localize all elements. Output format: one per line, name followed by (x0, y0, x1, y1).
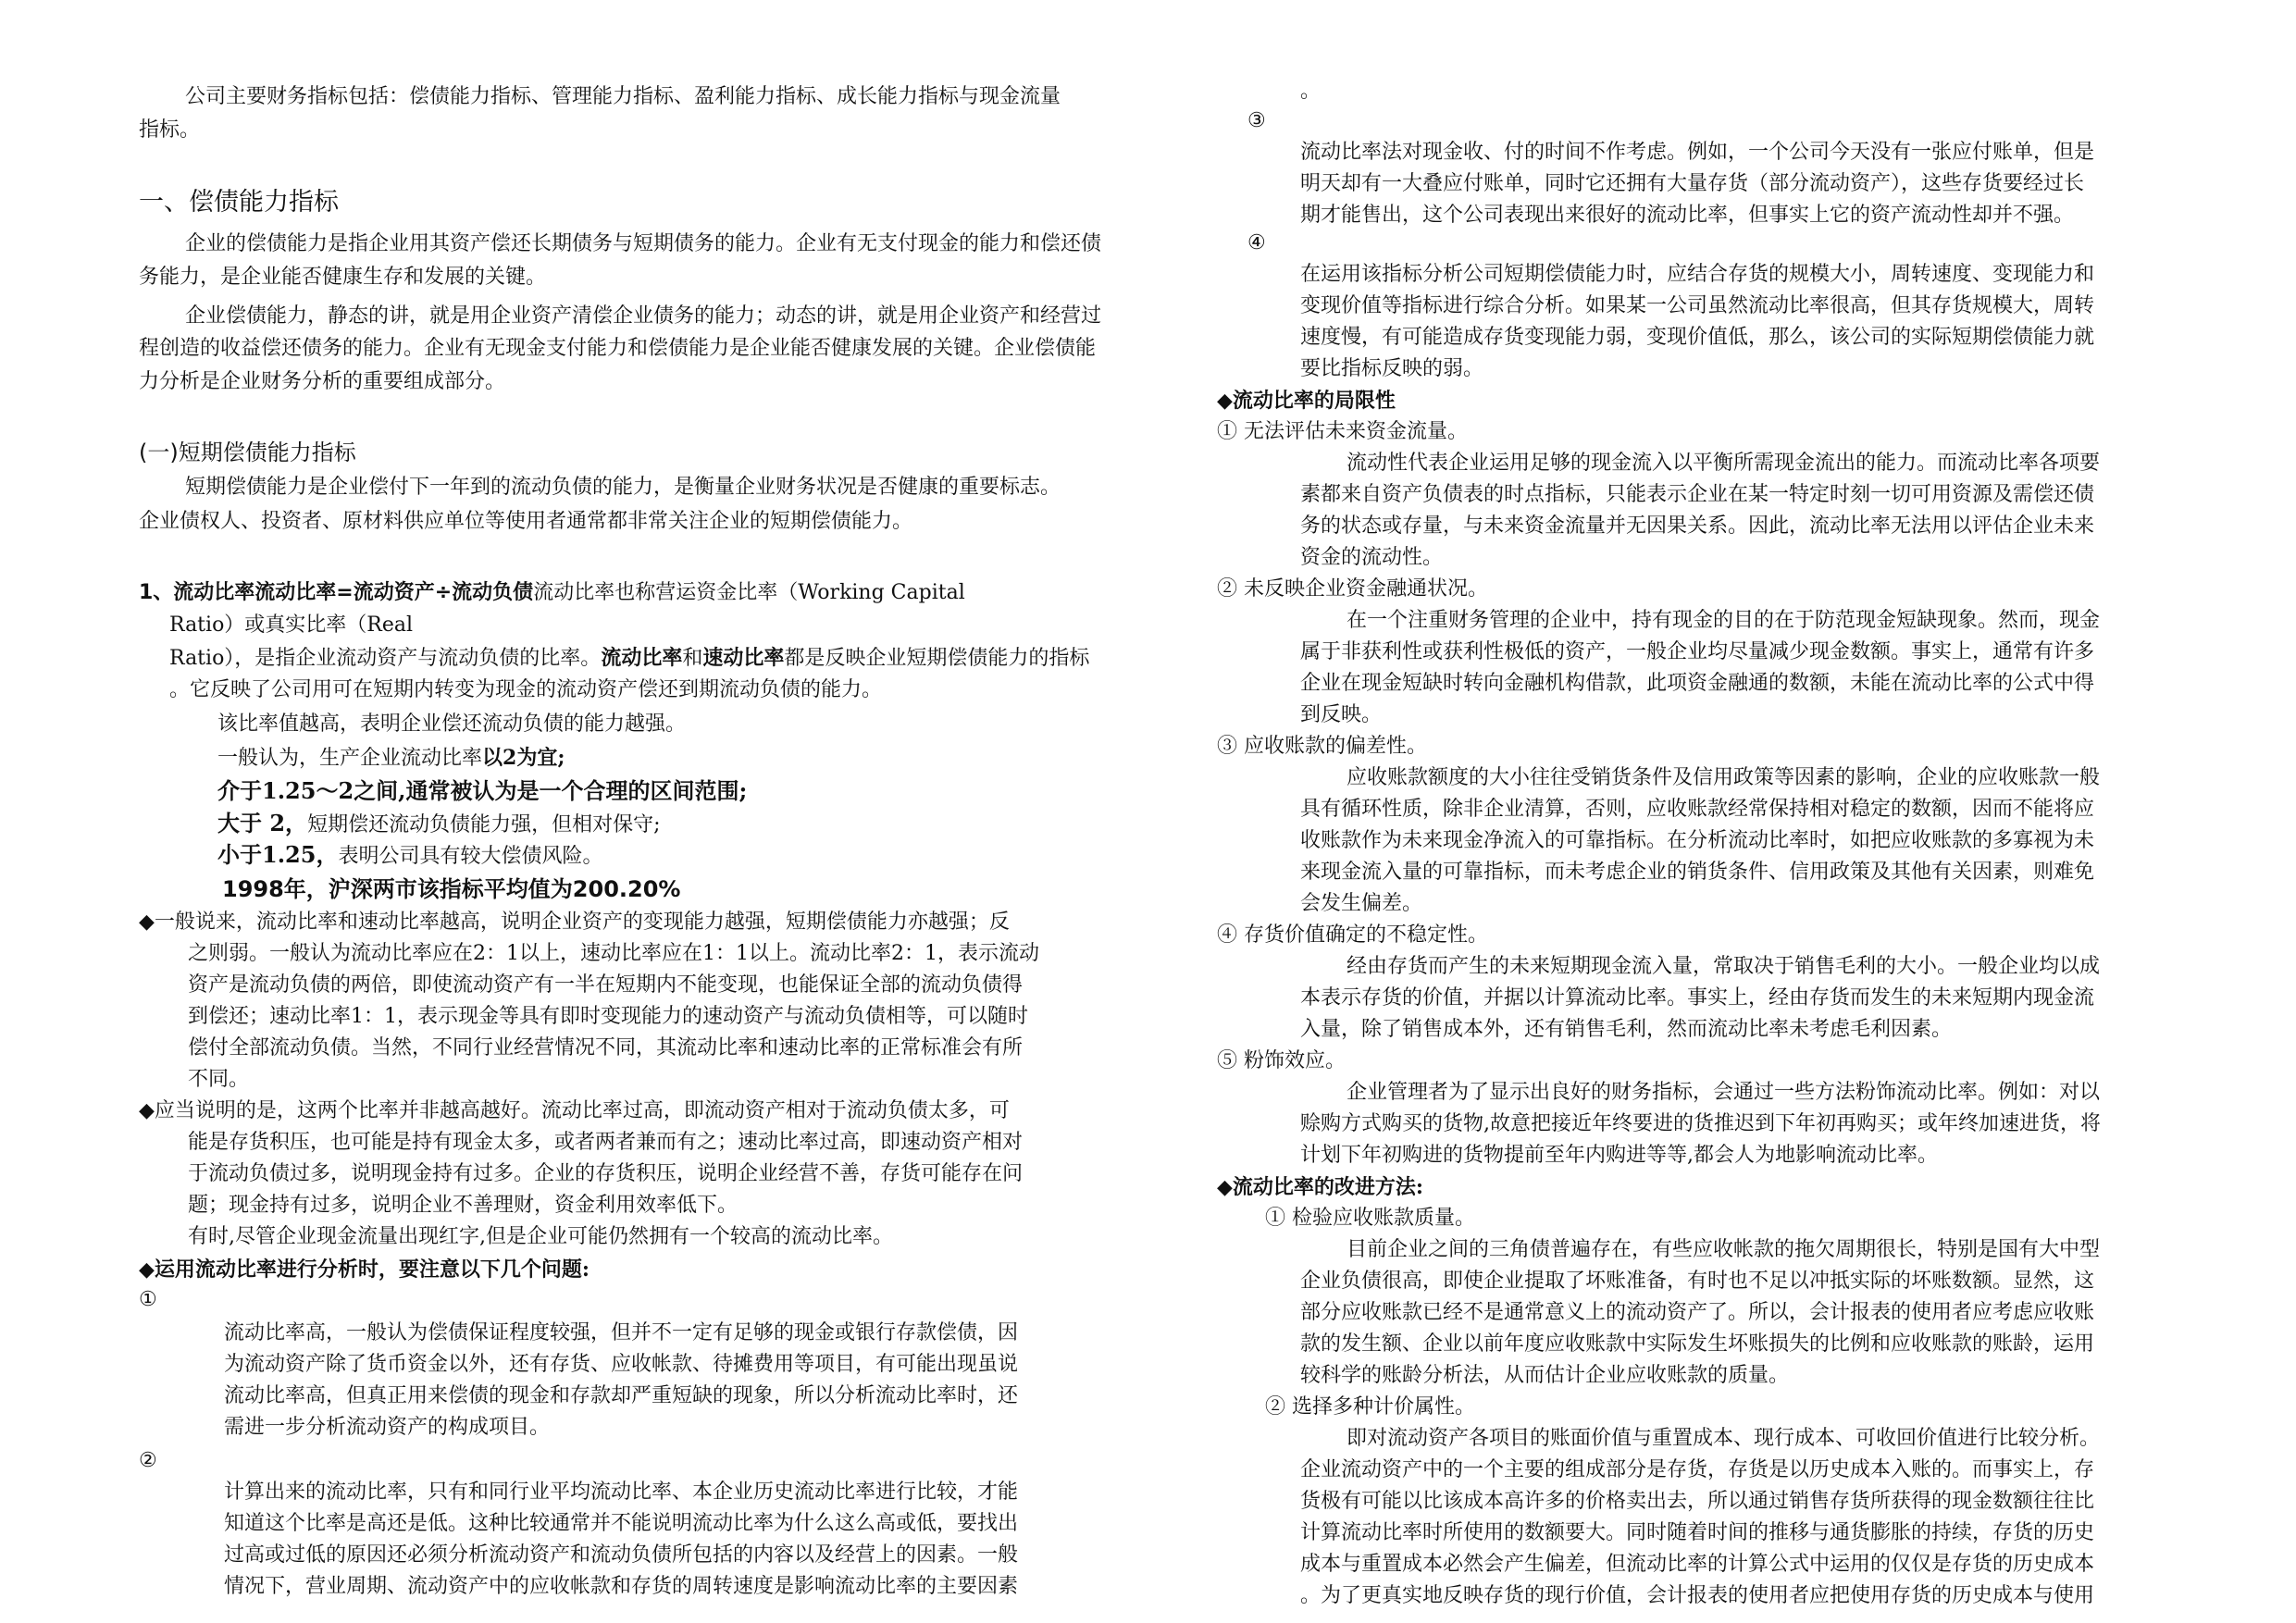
bullet-2-line-4: 题；现金持有过多，说明企业不善理财，资金利用效率低下。 (188, 1194, 738, 1217)
paragraph-3-line-1: 短期偿债能力是企业偿付下一年到的流动负债的能力，是衡量企业财务状况是否健康的重要标志。 (185, 476, 1061, 499)
issue-2-line-1: 计算出来的流动比率，只有和同行业平均流动比率、本企业历史流动比率进行比较，才能 (224, 1481, 1019, 1504)
current-ratio-line-2: Ratio）或真实比率（Real (169, 613, 414, 637)
issue-number-4: ④ (1247, 231, 1266, 254)
bullet-1-line-2: 之则弱。一般认为流动比率应在2：1以上，速动比率应在1：1以上。流动比率2：1，表示流动 (188, 942, 1039, 965)
paragraph-2-line-2: 程创造的收益偿还债务的能力。企业有无现金支付能力和偿债能力是企业能否健康发展的关键。企业偿债能 (139, 337, 1097, 360)
bullet-2-line-2: 能是存货积压，也可能是持有现金太多，或者两者兼而有之；速动比率过高，即速动资产相对 (188, 1131, 1024, 1154)
bullet-1-line-6: 不同。 (188, 1068, 250, 1091)
issue-1-line-1: 流动比率高，一般认为偿债保证程度较强，但并不一定有足够的现金或银行存款偿债，因 (224, 1321, 1019, 1344)
improvement-1-line-2: 企业负债很高，即使企业提取了坏账准备，有时也不足以冲抵实际的坏账数额。显然，这 (1300, 1270, 2095, 1293)
issue-number-3: ③ (1247, 109, 1266, 132)
limitation-2-line-2: 属于非获利性或获利性极低的资产，一般企业均尽量减少现金数额。事实上，通常有许多 (1300, 640, 2095, 663)
limitation-4-line-3: 入量，除了销售成本外，还有销售毛利，然而流动比率未考虑毛利因素。 (1300, 1018, 1953, 1041)
issue-1-line-3: 流动比率高，但真正用来偿债的现金和存款却严重短缺的现象，所以分析流动比率时，还 (224, 1384, 1019, 1407)
intro-line-2: 指标。 (139, 118, 201, 142)
ratio-note-2: 一般认为，生产企业流动比率以2为宜; (217, 746, 565, 770)
improvement-2-line-6: 。为了更真实地反映存货的现行价值，会计报表的使用者应把使用存货的历史成本与使用 (1300, 1584, 2095, 1607)
limitation-1-line-4: 资金的流动性。 (1300, 546, 1444, 569)
limitation-4-line-1: 经由存货而产生的未来短期现金流入量，常取决于销售毛利的大小。一般企业均以成 (1347, 955, 2101, 978)
issue-4-line-4: 要比指标反映的弱。 (1300, 357, 1484, 380)
limitation-2-line-1: 在一个注重财务管理的企业中，持有现金的目的在于防范现金短缺现象。然而，现金 (1347, 609, 2101, 632)
bullet-2-line-1: ◆应当说明的是，这两个比率并非越高越好。流动比率过高，即流动资产相对于流动负债太多，可 (139, 1099, 1010, 1122)
current-ratio-formula: 1、流动比率流动比率=流动资产÷流动负债 (139, 581, 534, 604)
limitation-3-line-1: 应收账款额度的大小往往受销货条件及信用政策等因素的影响，企业的应收账款一般 (1347, 766, 2101, 789)
bullet-2-line-3: 于流动负债过多，说明现金持有过多。企业的存货积压，说明企业经营不善，存货可能存在问 (188, 1162, 1024, 1185)
issue-2-line-2: 知道这个比率是高还是低。这种比较通常并不能说明流动比率为什么这么高或低，要找出 (224, 1512, 1019, 1535)
current-ratio-heading (139, 577, 965, 609)
ratio-note-1: 该比率值越高，表明企业偿还流动负债的能力越强。 (217, 712, 687, 736)
limitation-3-line-4: 来现金流入量的可靠指标，而未考虑企业的销货条件、信用政策及其他有关因素，则难免 (1300, 861, 2095, 884)
issue-3-line-3: 期才能售出，这个公司表现出来很好的流动比率，但事实上它的资产流动性却并不强。 (1300, 204, 2075, 227)
limitation-5-title: ⑤ 粉饰效应。 (1217, 1049, 1346, 1072)
limitation-3-line-2: 具有循环性质，除非企业清算，否则，应收账款经常保持相对稳定的数额，因而不能将应 (1300, 798, 2095, 821)
improvement-1-line-4: 款的发生额、企业以前年度应收账款中实际发生坏账损失的比例和应收账款的账龄，运用 (1300, 1332, 2095, 1356)
limitation-4-title: ④ 存货价值确定的不稳定性。 (1217, 923, 1488, 947)
limitation-5-line-2: 赊购方式购买的货物,故意把接近年终要进的货推迟到下年初再购买；或年终加速进货，将 (1300, 1112, 2101, 1135)
improvements-heading: ◆流动比率的改进方法: (1217, 1175, 1424, 1199)
ratio-note-6: 1998年，沪深两市该指标平均值为200.20% (222, 876, 681, 902)
section-heading-solvency: 一、偿债能力指标 (139, 188, 339, 217)
continuation-dot: 。 (1300, 80, 1322, 103)
issue-3-line-2: 明天却有一大叠应付账单，同时它还拥有大量存货（部分流动资产），这些存货要经过长 (1300, 172, 2085, 195)
bullet-1-line-4: 到偿还；速动比率1：1，表示现金等具有即时变现能力的速动资产与流动负债相等，可以随时 (188, 1005, 1028, 1028)
limitation-5-line-1: 企业管理者为了显示出良好的财务指标，会通过一些方法粉饰流动比率。例如：对以 (1347, 1081, 2101, 1104)
issue-2-line-4: 情况下，营业周期、流动资产中的应收帐款和存货的周转速度是影响流动比率的主要因素 (224, 1575, 1019, 1598)
issue-4-line-1: 在运用该指标分析公司短期偿债能力时，应结合存货的规模大小，周转速度、变现能力和 (1300, 263, 2095, 286)
paragraph-2-line-1: 企业偿债能力，静态的讲，就是用企业资产清偿企业债务的能力；动态的讲，就是用企业资产和经营过 (185, 304, 1102, 328)
limitation-1-line-3: 务的状态或存量，与未来资金流量并无因果关系。因此，流动比率无法用以评估企业未来 (1300, 514, 2095, 538)
ratio-note-4: 大于 2，短期偿还流动负债能力强，但相对保守; (217, 810, 661, 836)
limitation-4-line-2: 本表示存货的价值，并据以计算流动比率。事实上，经由存货而发生的未来短期内现金流 (1300, 986, 2095, 1010)
limitation-1-title: ① 无法评估未来资金流量。 (1217, 420, 1468, 443)
paragraph-1-line-2: 务能力，是企业能否健康生存和发展的关键。 (139, 266, 547, 289)
paragraph-2-line-3: 力分析是企业财务分析的重要组成部分。 (139, 370, 506, 393)
limitation-2-line-3: 企业在现金短缺时转向金融机构借款，此项资金融通的数额，未能在流动比率的公式中得 (1300, 672, 2095, 695)
analysis-issues-heading: ◆运用流动比率进行分析时，要注意以下几个问题: (139, 1258, 590, 1282)
issue-1-line-2: 为流动资产除了货币资金以外，还有存货、应收帐款、待摊费用等项目，有可能出现虽说 (224, 1353, 1019, 1376)
paragraph-3-line-2: 企业债权人、投资者、原材料供应单位等使用者通常都非常关注企业的短期偿债能力。 (139, 510, 913, 533)
issue-2-line-3: 过高或过低的原因还必须分析流动资产和流动负债所包括的内容以及经营上的因素。一般 (224, 1543, 1019, 1567)
improvement-1-line-3: 部分应收账款已经不是通常意义上的流动资产了。所以，会计报表的使用者应考虑应收账 (1300, 1301, 2095, 1324)
limitation-3-line-5: 会发生偏差。 (1300, 892, 1423, 915)
improvement-1-line-5: 较科学的账龄分析法，从而估计企业应收账款的质量。 (1300, 1364, 1790, 1387)
improvement-2-line-4: 计算流动比率时所使用的数额要大。同时随着时间的推移与通货膨胀的持续，存货的历史 (1300, 1521, 2095, 1544)
bullet-1-line-1: ◆一般说来，流动比率和速动比率越高，说明企业资产的变现能力越强，短期偿债能力亦越强；反 (139, 911, 1010, 934)
improvement-1-title: ① 检验应收账款质量。 (1265, 1207, 1475, 1230)
bullet-1-line-3: 资产是流动负债的两倍，即使流动资产有一半在短期内不能变现，也能保证全部的流动负债得 (188, 973, 1024, 997)
issue-4-line-3: 速度慢，有可能造成存货变现能力弱，变现价值低，那么，该公司的实际短期偿债能力就 (1300, 326, 2095, 349)
limitation-3-line-3: 收账款作为未来现金净流入的可靠指标。在分析流动比率时，如把应收账款的多寡视为未 (1300, 829, 2095, 852)
ratio-note-5: 小于1.25，表明公司具有较大偿债风险。 (217, 841, 603, 868)
improvement-2-line-1: 即对流动资产各项目的账面价值与重置成本、现行成本、可收回价值进行比较分析。 (1347, 1427, 2101, 1450)
current-ratio-line-4: 。它反映了公司用可在短期内转变为现金的流动资产偿还到期流动负债的能力。 (169, 678, 883, 701)
cash-flow-note: 有时,尽管企业现金流量出现红字,但是企业可能仍然拥有一个较高的流动比率。 (188, 1225, 893, 1248)
limitation-3-title: ③ 应收账款的偏差性。 (1217, 735, 1427, 758)
improvement-2-line-5: 成本与重置成本必然会产生偏差，但流动比率的计算公式中运用的仅仅是存货的历史成本 (1300, 1553, 2095, 1576)
intro-line-1: 公司主要财务指标包括：偿债能力指标、管理能力指标、盈利能力指标、成长能力指标与现金流量 (185, 85, 1061, 108)
limitation-1-line-1: 流动性代表企业运用足够的现金流入以平衡所需现金流出的能力。而流动比率各项要 (1347, 452, 2101, 475)
limitation-1-line-2: 素都来自资产负债表的时点指标，只能表示企业在某一特定时刻一切可用资源及需偿还债 (1300, 483, 2095, 506)
issue-3-line-1: 流动比率法对现金收、付的时间不作考虑。例如，一个公司今天没有一张应付账单，但是 (1300, 141, 2095, 164)
improvement-1-line-1: 目前企业之间的三角债普遍存在，有些应收帐款的拖欠周期很长，特别是国有大中型 (1347, 1238, 2101, 1261)
bullet-1-line-5: 偿付全部流动负债。当然，不同行业经营情况不同，其流动比率和速动比率的正常标准会有所 (188, 1036, 1024, 1059)
subheading-short-term: (一)短期偿债能力指标 (139, 440, 356, 465)
current-ratio-line-3: Ratio），是指企业流动资产与流动负债的比率。流动比率和速动比率都是反映企业短期偿债能力的指标 (169, 646, 1090, 670)
limitation-2-title: ② 未反映企业资金融通状况。 (1217, 577, 1488, 601)
limitations-heading: ◆流动比率的局限性 (1217, 389, 1396, 413)
paragraph-1-line-1: 企业的偿债能力是指企业用其资产偿还长期债务与短期债务的能力。企业有无支付现金的能力和偿还债 (185, 232, 1102, 255)
issue-1-line-4: 需进一步分析流动资产的构成项目。 (224, 1416, 551, 1439)
issue-4-line-2: 变现价值等指标进行综合分析。如果某一公司虽然流动比率很高，但其存货规模大，周转 (1300, 294, 2095, 317)
ratio-note-3: 介于1.25～2之间,通常被认为是一个合理的区间范围; (217, 777, 748, 804)
improvement-2-line-3: 货极有可能以比该成本高许多的价格卖出去，所以通过销售存货所获得的现金数额往往比 (1300, 1490, 2095, 1513)
current-ratio-alias: 流动比率也称营运资金比率（Working Capital (533, 581, 965, 604)
improvement-2-title: ② 选择多种计价属性。 (1265, 1395, 1475, 1419)
limitation-5-line-3: 计划下年初购进的货物提前至年内购进等等,都会人为地影响流动比率。 (1300, 1144, 1938, 1167)
issue-number-1: ① (139, 1288, 157, 1311)
limitation-2-line-4: 到反映。 (1300, 703, 1383, 726)
issue-number-2: ② (139, 1449, 157, 1472)
improvement-2-line-2: 企业流动资产中的一个主要的组成部分是存货，存货是以历史成本入账的。而事实上，存 (1300, 1458, 2095, 1481)
